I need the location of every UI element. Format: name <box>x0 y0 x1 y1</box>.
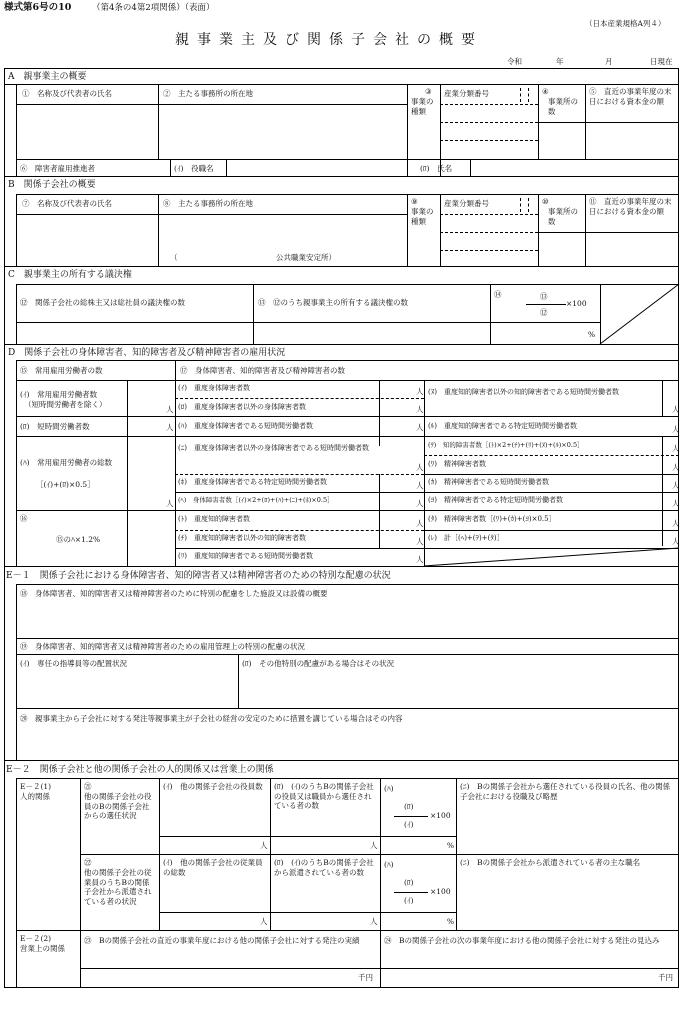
d-regular-workers-note: （短時間労働者を除く） <box>24 400 107 409</box>
e2-staff-count-field[interactable] <box>160 913 269 929</box>
e2-staff-from-b-field[interactable] <box>271 913 379 929</box>
unit: 人 <box>416 537 424 546</box>
unit: 人 <box>416 463 424 472</box>
unit: 人 <box>416 499 424 508</box>
e1-other-label: (ﾛ) その他特別の配慮がある場合はその状況 <box>242 659 395 668</box>
d-total-workers-label: (ﾊ) 常用雇用労働者の総数 <box>20 458 113 467</box>
b-address-field[interactable] <box>159 215 406 251</box>
d-mental-total-label: (ﾀ) 精神障害者数［(ﾜ)+(ｶ)+(ﾖ)×0.5］ <box>428 515 556 523</box>
d-intellectual-label: (ﾁ) 重度知的障害者以外の知的障害者数 <box>178 534 306 542</box>
a-industry-label: 産業分類番号 <box>444 89 489 98</box>
unit: 人 <box>260 841 268 850</box>
b-address-label: ⑧ 主たる事務所の所在地 <box>163 199 253 208</box>
b-offices-no: ⑩ <box>542 197 549 206</box>
a-address-field[interactable] <box>159 105 406 158</box>
e1-facility-field[interactable] <box>17 600 678 637</box>
d-total-workers-field[interactable] <box>128 437 174 509</box>
e2-staff-ratio-den: (ｲ) <box>404 896 414 905</box>
d-mental-part-label: (ｶ) 精神障害者である短時間労働者数 <box>428 478 549 486</box>
d-severe-intellectual-specific-label: (ﾙ) 重度知的障害者である特定短時間労働者数 <box>428 422 577 430</box>
e2-staff-no: ㉒ <box>84 858 92 867</box>
d-required-formula: ⑮のﾊ×1.2% <box>56 535 101 544</box>
d-mental-label: (ﾜ) 精神障害者数 <box>428 460 486 468</box>
e2-officers-count-field[interactable] <box>160 837 269 853</box>
e2-business-label: E－２(2) <box>20 934 52 943</box>
e2-staff-label: 他の関係子会社の従業員のうちBの関係子会社から派遣されている者の状況 <box>84 868 152 906</box>
d-intellectual-part-field[interactable] <box>663 381 678 415</box>
d-required-no: ⑯ <box>20 514 28 523</box>
date-month[interactable]: 月 <box>605 57 613 66</box>
e2-officers-ratio-mult: ×100 <box>430 811 451 820</box>
e2-officers-ratio-num: (ﾛ) <box>404 802 414 811</box>
e2-officers-names-field[interactable] <box>457 805 678 853</box>
unit: % <box>447 917 455 926</box>
e2-staff-from-b-label: (ﾛ) (ｲ)のうちBの関係子会社から派遣されている者の数 <box>274 858 374 877</box>
e2-officers-names-label: (ﾆ) Bの関係子会社から選任されている役員の氏名、他の関係子会社における役職及び略歴 <box>460 782 671 801</box>
unit: 人 <box>166 423 174 432</box>
b-offices-label: 事業所の数 <box>548 207 578 226</box>
d-intellectual-total-label: (ｦ) 知的障害者数［(ﾄ)×2+(ﾁ)+(ﾘ)+(ﾇ)+(ﾙ)×0.5］ <box>428 441 584 449</box>
a-offices-label: 事業所の数 <box>548 97 578 116</box>
c-ratio-no: ⑭ <box>494 290 502 299</box>
unit: 人 <box>672 499 680 508</box>
d-physical-label: (ﾛ) 重度身体障害者以外の身体障害者数 <box>178 403 306 411</box>
c-ratio-field[interactable] <box>491 323 586 343</box>
unit: 人 <box>416 405 424 414</box>
unit: 人 <box>672 444 680 453</box>
d-disabled-label: ⑰ 身体障害者、知的障害者及び精神障害者の数 <box>180 366 345 375</box>
unit: 千円 <box>358 973 373 982</box>
b-capital-label: ⑪ 直近の事業年度の末日における資本金の額 <box>589 197 672 216</box>
a-promoter-name-label: (ﾛ) 氏名 <box>420 164 453 173</box>
section-e2-heading: E－２ 関係子会社と他の関係子会社の人的関係又は営業上の関係 <box>6 765 274 775</box>
date-era[interactable]: 令和 <box>507 57 522 66</box>
d-severe-physical-label: (ｲ) 重度身体障害者数 <box>178 384 250 392</box>
b-business-type-label: 事業の種類 <box>411 207 434 226</box>
unit: 人 <box>416 423 424 432</box>
d-physical-part-label: (ﾆ) 重度身体障害者以外の身体障害者である短時間労働者数 <box>178 444 369 452</box>
unit: 人 <box>370 841 378 850</box>
a-name-field[interactable] <box>17 105 157 158</box>
b-name-field[interactable] <box>17 215 157 265</box>
e2-personal-label: E－２(1) <box>20 782 52 791</box>
d-physical-total-label: (ﾍ) 身体障害者数［(ｲ)×2+(ﾛ)+(ﾊ)+(ﾆ)+(ﾎ)×0.5］ <box>178 496 334 504</box>
c-ratio-percent: % <box>588 330 596 339</box>
d-total-workers-formula: ［(ｲ)+(ﾛ)×0.5］ <box>36 480 95 489</box>
e1-instructor-label: (ｲ) 専任の指導員等の配置状況 <box>20 659 128 668</box>
b-name-label: ⑦ 名称及び代表者の氏名 <box>22 199 112 208</box>
paper-size: （日本産業規格A列４） <box>585 19 666 28</box>
date-year[interactable]: 年 <box>556 57 564 66</box>
unit: 人 <box>416 555 424 564</box>
c-ratio-numerator: ⑬ <box>540 292 548 301</box>
e1-management-label: ⑲ 身体障害者、知的障害者又は精神障害者のための雇用管理上の特別の配慮の状況 <box>20 642 305 651</box>
unit: % <box>447 841 455 850</box>
unit: 人 <box>672 463 680 472</box>
unit: 人 <box>672 425 680 434</box>
form-note: （第4条の4第2項関係）（表面） <box>92 3 215 13</box>
e1-orders-label: ⑳ 親事業主から子会社に対する発注等親事業主が子会社の経営の安定のために措置を講じている場合はその内容 <box>20 714 403 723</box>
page-title: 親事業主及び関係子会社の概要 <box>175 32 483 48</box>
a-capital-label: ⑤ 直近の事業年度の末日における資本金の額 <box>589 87 672 106</box>
d-intellectual-part-label: (ﾇ) 重度知的障害者以外の知的障害者である短時間労働者数 <box>428 388 619 396</box>
e2-orders-actual-field[interactable] <box>81 969 379 987</box>
e1-facility-label: ⑱ 身体障害者、知的障害者又は精神障害者のために特別の配慮をした施設又は設備の概要 <box>20 589 328 598</box>
c-ratio-multiplier: ×100 <box>566 299 587 308</box>
e2-officers-from-b-label: (ﾛ) (ｲ)のうちBの関係子会社の役員又は職員から選任されている者の数 <box>274 782 374 810</box>
d-physical-count-field[interactable] <box>380 381 423 415</box>
unit: 人 <box>166 405 174 414</box>
a-business-type-label: 事業の種類 <box>411 97 434 116</box>
form-number: 様式第6号の10 <box>4 2 72 13</box>
d-part-time-field[interactable] <box>128 417 174 435</box>
d-workers-label: ⑮ 常用雇用労働者の数 <box>20 366 103 375</box>
section-a-heading: A 親事業主の概要 <box>8 72 87 82</box>
d-required-field[interactable] <box>128 511 174 565</box>
a-promoter-name-field[interactable] <box>471 160 678 175</box>
section-d-heading: D 関係子会社の身体障害者、知的障害者及び精神障害者の雇用状況 <box>8 348 286 358</box>
section-e1-heading: E－１ 関係子会社における身体障害者、知的障害者又は精神障害者のための特別な配慮の状況 <box>6 571 391 581</box>
b-employment-office-field[interactable] <box>178 251 274 265</box>
e2-officers-label: 他の関係子会社の役員のBの関係子会社からの選任状況 <box>84 792 152 820</box>
unit: 人 <box>416 387 424 396</box>
e2-orders-actual-label: ㉓ Bの関係子会社の直近の事業年度における他の関係子会社に対する発注の実績 <box>84 936 360 945</box>
c-ratio-denominator: ⑫ <box>540 308 548 317</box>
e2-officers-ratio-den: (ｲ) <box>404 820 414 829</box>
e2-personal-sub: 人的関係 <box>20 792 50 801</box>
d-severe-intellectual-part-label: (ﾘ) 重度知的障害者である短時間労働者数 <box>178 552 313 560</box>
d-regular-workers-label: (ｲ) 常用雇用労働者数 <box>20 390 98 399</box>
a-business-no: ③ <box>425 87 432 96</box>
b-business-no: ⑨ <box>411 197 418 206</box>
e1-other-field[interactable] <box>239 670 678 707</box>
e2-officers-from-b-field[interactable] <box>271 837 379 853</box>
section-c-heading: C 親事業主の所有する議決権 <box>8 270 132 280</box>
b-office-label: 公共職業安定所） <box>276 253 336 262</box>
e2-officers-ratio-no: (ﾊ) <box>384 784 394 793</box>
e2-business-sub: 営業上の関係 <box>20 944 65 953</box>
date-asof: 日現在 <box>650 57 673 66</box>
e2-staff-ratio-mult: ×100 <box>430 887 451 896</box>
d-severe-intellectual-label: (ﾄ) 重度知的障害者数 <box>178 515 250 523</box>
c-total-votes-label: ⑫ 関係子会社の総株主又は総社員の議決権の数 <box>20 298 185 307</box>
b-capital-field[interactable] <box>586 233 678 265</box>
unit: 人 <box>672 537 680 546</box>
e2-staff-ratio-no: (ﾊ) <box>384 860 394 869</box>
d-regular-workers-field[interactable] <box>128 381 174 415</box>
d-part-time-label: (ﾛ) 短時間労働者数 <box>20 422 90 431</box>
unit: 人 <box>416 481 424 490</box>
e2-staff-titles-label: (ﾆ) Bの関係子会社から派遣されている者の主な職名 <box>460 858 641 867</box>
a-capital-field[interactable] <box>586 123 678 158</box>
unit: 人 <box>260 917 268 926</box>
unit: 人 <box>370 917 378 926</box>
a-address-label: ② 主たる事務所の所在地 <box>163 89 253 98</box>
a-name-label: ① 名称及び代表者の氏名 <box>22 89 112 98</box>
section-b-heading: B 関係子会社の概要 <box>8 180 96 190</box>
unit: 人 <box>416 519 424 528</box>
d-severe-physical-part-label: (ﾊ) 重度身体障害者である短時間労働者数 <box>178 422 313 430</box>
a-offices-no: ④ <box>542 87 549 96</box>
e2-officers-count-label: (ｲ) 他の関係子会社の役員数 <box>163 782 263 791</box>
d-grand-total-label: (ﾚ) 計［(ﾍ)+(ｦ)+(ﾀ)］ <box>428 534 504 542</box>
d-mental-specific-label: (ﾖ) 精神障害者である特定短時間労働者数 <box>428 496 563 504</box>
e1-instructor-field[interactable] <box>17 670 237 707</box>
e2-orders-forecast-label: ㉔ Bの関係子会社の次の事業年度における他の関係子会社に対する発注の見込み <box>384 936 660 945</box>
d-physical-total-field[interactable] <box>380 475 423 547</box>
unit: 人 <box>672 519 680 528</box>
unit: 人 <box>166 499 174 508</box>
a-promoter-title-label: (ｲ) 役職名 <box>174 164 214 173</box>
b-office-open: （ <box>170 253 178 262</box>
c-parent-votes-field[interactable] <box>254 323 489 343</box>
d-severe-physical-specific-label: (ﾎ) 重度身体障害者である特定短時間労働者数 <box>178 478 327 486</box>
b-industry-label: 産業分類番号 <box>444 199 489 208</box>
c-parent-votes-label: ⑬ ⑫のうち親事業主の所有する議決権の数 <box>258 298 408 307</box>
unit: 人 <box>672 405 680 414</box>
a-promoter-title-field[interactable] <box>227 160 407 175</box>
e2-staff-count-label: (ｲ) 他の関係子会社の従業員の総数 <box>163 858 263 877</box>
e2-staff-ratio-num: (ﾛ) <box>404 878 414 887</box>
e2-orders-forecast-field[interactable] <box>381 969 678 987</box>
c-total-votes-field[interactable] <box>17 323 252 343</box>
a-promoter-label: ⑥ 障害者雇用推進者 <box>20 164 95 173</box>
unit: 千円 <box>658 973 673 982</box>
unit: 人 <box>672 481 680 490</box>
e1-orders-field[interactable] <box>17 725 678 759</box>
e2-officers-no: ㉑ <box>84 782 92 791</box>
e2-staff-titles-field[interactable] <box>457 880 678 929</box>
